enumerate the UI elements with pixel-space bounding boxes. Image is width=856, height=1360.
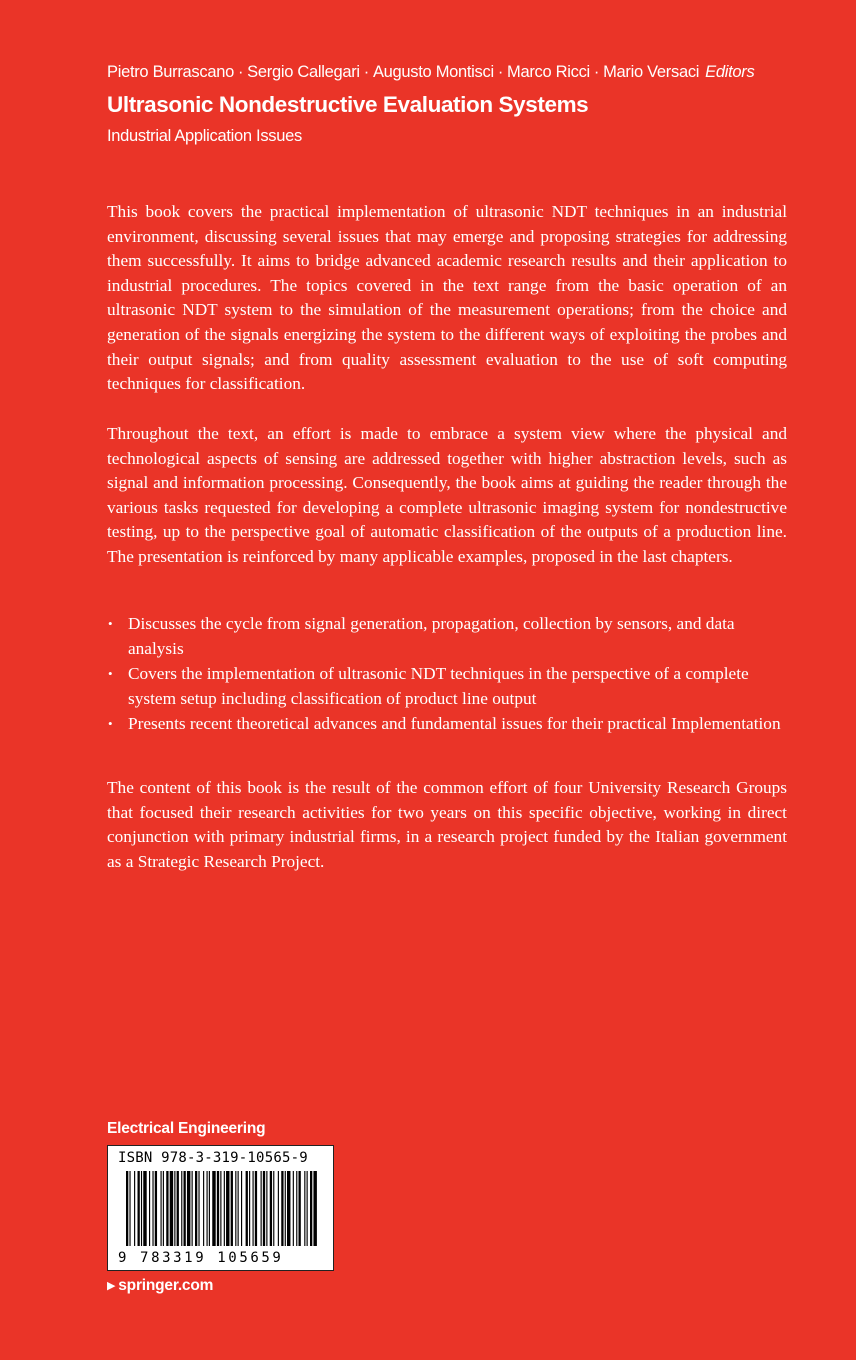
barcode-bar <box>181 1171 182 1246</box>
barcode-bar <box>152 1171 153 1246</box>
feature-bullet <box>107 612 787 661</box>
barcode-bar <box>255 1171 257 1246</box>
bullet-dot: • <box>108 616 113 631</box>
barcode-digits: 9 783319 105659 <box>118 1250 284 1266</box>
barcode-bar <box>299 1171 301 1246</box>
barcode-bar <box>266 1171 267 1246</box>
barcode-bar <box>161 1171 162 1246</box>
editor-separator: · <box>497 63 504 81</box>
publisher-website-link[interactable] <box>107 1277 213 1295</box>
editor-name: Mario Versaci <box>603 63 700 81</box>
barcode-bar <box>192 1171 193 1246</box>
editor-separator: · <box>363 63 369 81</box>
barcode-bar <box>273 1171 274 1246</box>
barcode-bar <box>207 1171 208 1246</box>
feature-bullet-text: Covers the implementation of ultrasonic NDT techniques in the perspective of a complete system setup including classification of product line output <box>128 664 749 708</box>
barcode-bar <box>224 1171 225 1246</box>
feature-bullet-text: Presents recent theoretical advances and fundamental issues for their practical Implementation <box>128 714 781 734</box>
book-subtitle: Industrial Application Issues <box>107 127 302 145</box>
barcode-bar <box>174 1171 175 1246</box>
barcode-bar <box>261 1171 262 1246</box>
barcode-bar <box>287 1171 290 1246</box>
bullet-dot: • <box>108 716 113 732</box>
feature-bullet-text: Discusses the cycle from signal generation, propagation, collection by sensors, and data analysis <box>128 614 735 658</box>
barcode-bar <box>296 1171 297 1246</box>
barcode-bar <box>310 1171 312 1246</box>
subject-category: Electrical Engineering <box>107 1120 266 1137</box>
barcode-bar <box>249 1171 250 1246</box>
barcode-bar <box>304 1171 305 1246</box>
barcode-bar <box>170 1171 173 1246</box>
feature-bullet-list <box>107 612 787 738</box>
barcode-bar <box>134 1171 135 1246</box>
description-paragraph-2: Throughout the text, an effort is made to embrace a system view where the physical and technological aspects of sensing are addressed together with higher abstraction levels, such as signal and information processing. Consequently, the book aims at guiding the reader through the various tasks requested for developing a complete ultrasonic imaging system for nondestructive testing, up to the perspective goal of automatic classification of the outputs of a production line. The presentation is reinforced by many applicable examples, proposed in the last chapters. <box>107 424 787 566</box>
description-paragraph-3: The content of this book is the result of the common effort of four University Research Groups that focused their research activities for two years on this specific objective, working in direct conjunction with primary industrial firms, in a research project funded by the Italian government as a Strategic Research Project. <box>107 778 787 871</box>
editor-separator: · <box>593 63 600 81</box>
publisher-website-text: springer.com <box>118 1277 214 1294</box>
isbn-barcode <box>107 1145 334 1271</box>
barcode-bar <box>126 1171 128 1246</box>
barcode-bar <box>263 1171 265 1246</box>
editors-line <box>107 63 807 82</box>
barcode-bar <box>184 1171 186 1246</box>
barcode-bar <box>138 1171 140 1246</box>
barcode-bar <box>270 1171 272 1246</box>
barcode-bar <box>281 1171 283 1246</box>
triangle-right-icon: ▶ <box>107 1280 116 1292</box>
barcode-bar <box>241 1171 242 1246</box>
barcode-bar <box>278 1171 279 1246</box>
barcode-bar <box>231 1171 233 1246</box>
barcode-bar <box>246 1171 248 1246</box>
barcode-bar <box>195 1171 197 1246</box>
barcode-bar <box>209 1171 210 1246</box>
bullet-dot: • <box>108 666 113 682</box>
editors-role: Editors <box>705 63 755 81</box>
barcode-bar <box>226 1171 229 1246</box>
barcode-bar <box>166 1171 168 1246</box>
barcode-bar <box>143 1171 146 1246</box>
barcode-bar <box>187 1171 190 1246</box>
editor-name: Marco Ricci <box>507 63 590 81</box>
editor-name: Pietro Burrascano <box>107 63 234 81</box>
description-paragraph-1: This book covers the practical implementation of ultrasonic NDT techniques in an industrial environment, discussing several issues that may emerge and proposing strategies for addressing them successfully. It aims to bridge advanced academic research results and their application to industrial procedures. The topics covered in the text range from the basic operation of an ultrasonic NDT system to the simulation of the measurement operations; from the choice and generation of the signals energizing the system to the different ways of exploiting the probes and their output signals; and from quality assessment evaluation to the use of soft computing techniques for classification. <box>107 202 787 394</box>
barcode-bar <box>285 1171 286 1246</box>
barcode-bar <box>141 1171 142 1246</box>
barcode-bar <box>217 1171 219 1246</box>
barcode-bar <box>155 1171 157 1246</box>
barcode-bar <box>203 1171 204 1246</box>
barcode-bar <box>253 1171 254 1246</box>
feature-bullet <box>107 712 787 737</box>
barcode-bar <box>293 1171 294 1246</box>
editor-separator: · <box>237 63 244 81</box>
editor-name: Sergio Callegari <box>247 63 360 81</box>
barcode-bar <box>198 1171 199 1246</box>
barcode-bar <box>212 1171 215 1246</box>
barcode-bar <box>238 1171 239 1246</box>
book-title: Ultrasonic Nondestructive Evaluation Systems <box>107 92 589 117</box>
barcode-bar <box>163 1171 164 1246</box>
feature-bullet <box>107 662 787 711</box>
barcode-bar <box>235 1171 236 1246</box>
barcode-bar <box>177 1171 179 1246</box>
barcode-bar <box>220 1171 221 1246</box>
editor-name: Augusto Montisci <box>372 63 494 81</box>
barcode-bar <box>129 1171 130 1246</box>
barcode-bar <box>307 1171 308 1246</box>
barcode-bar <box>313 1171 316 1246</box>
isbn-number: ISBN 978-3-319-10565-9 <box>118 1150 308 1166</box>
barcode-bar <box>149 1171 150 1246</box>
